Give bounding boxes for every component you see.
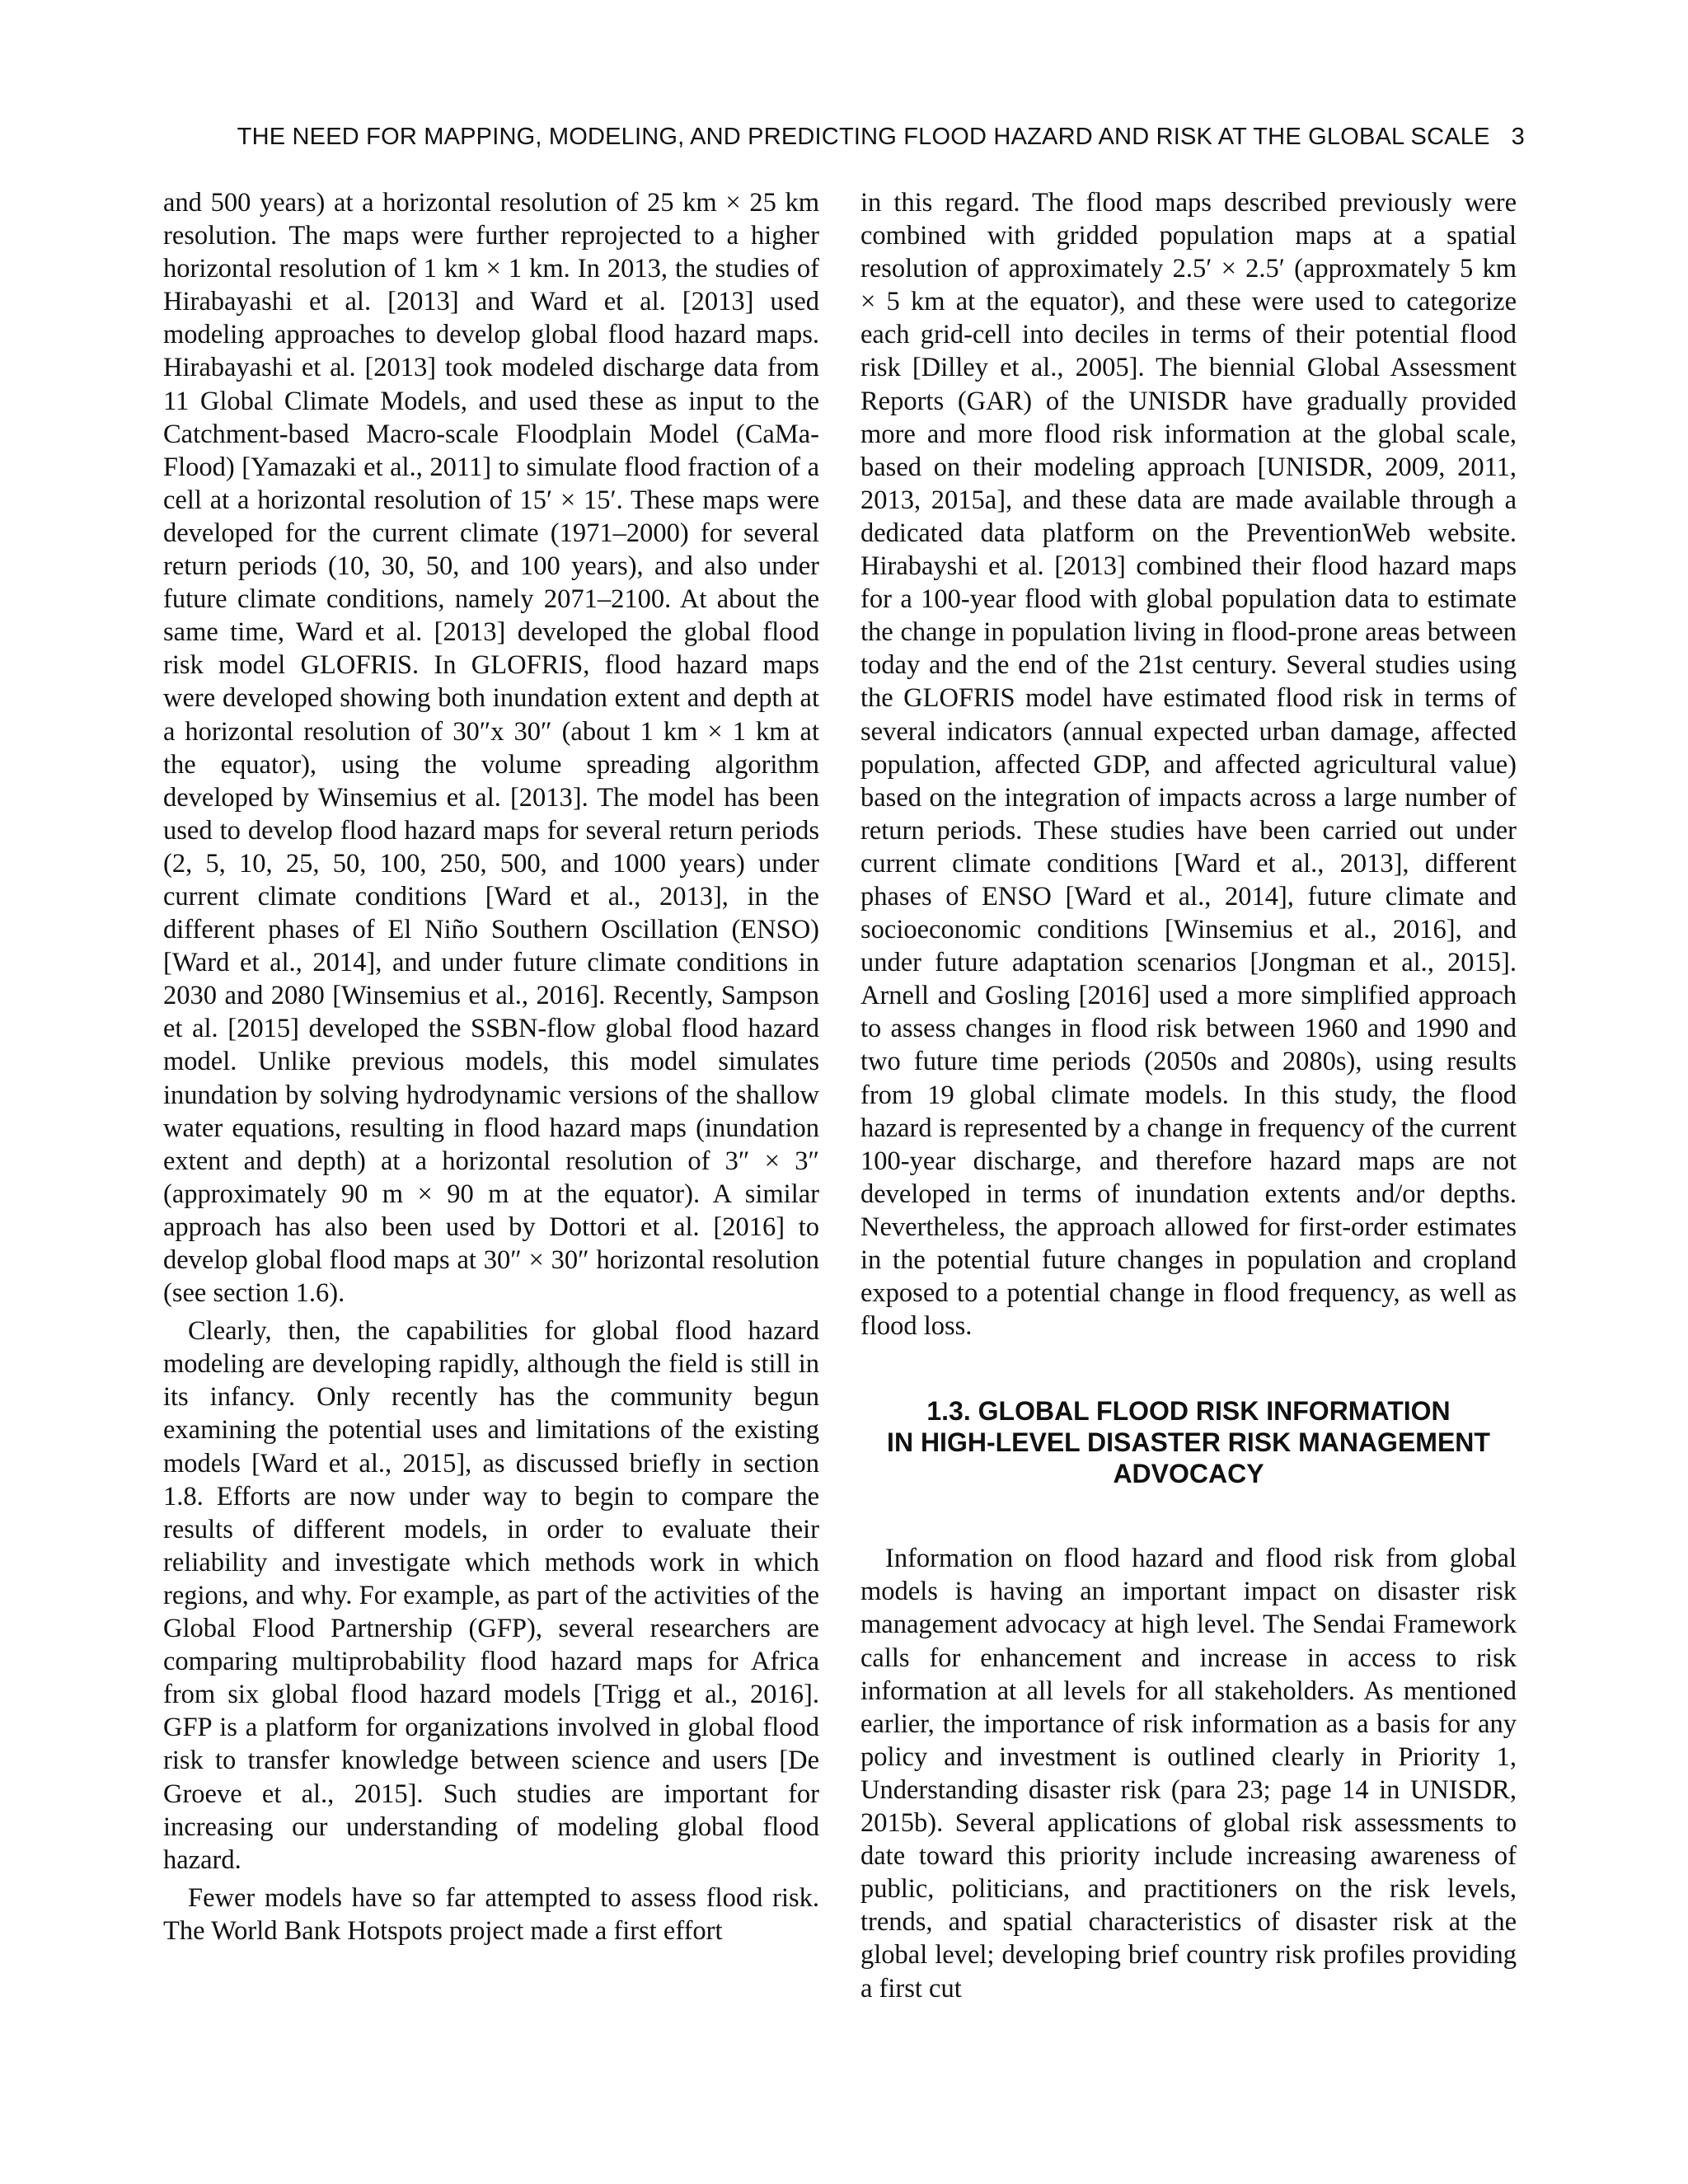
section-heading bbox=[860, 1395, 1517, 1489]
paragraph-risk-advocacy: Information on flood hazard and flood risk from global models is having an important impact on disaster risk management advocacy at high level. The Sendai Framework calls for enhancement and increase in access to risk information at all levels for all stakeholders. As mentioned earlier, the importance of risk information as a basis for any policy and investment is outlined clearly in Priority 1, Understanding disaster risk (para 23; page 14 in UNISDR, 2015b). Several applications of global risk assessments to date toward this priority include increasing awareness of public, politicians, and practitioners on the risk levels, trends, and spatial characteristics of disaster risk at the global level; developing brief country risk profiles providing a first cut bbox=[860, 1544, 1517, 2004]
paragraph-flood-hazard-models: and 500 years) at a horizontal resolution of 25 km × 25 km resolution. The maps were further reprojected to a higher horizontal resolution of 1 km × 1 km. In 2013, the studies of Hirabayashi et al. [2013] and Ward et al. [2013] used modeling approaches to develop global flood hazard maps. Hirabayashi et al. [2013] took modeled discharge data from 11 Global Climate Models, and used these as input to the Catchment-based Macro-scale Floodplain Model (CaMa-Flood) [Yamazaki et al., 2011] to simulate flood fraction of a cell at a horizontal resolution of 15′ × 15′. These maps were developed for the current climate (1971–2000) for several return periods (10, 30, 50, and 100 years), and also under future climate conditions, namely 2071–2100. At about the same time, Ward et al. [2013] developed the global flood risk model GLOFRIS. In GLOFRIS, flood hazard maps were developed showing both inundation extent and depth at a horizontal resolution of 30″x 30″ (about 1 km × 1 km at the equator), using the volume spreading algorithm developed by Winsemius et al. [2013]. The model has been used to develop flood hazard maps for several return periods (2, 5, 10, 25, 50, 100, 250, 500, and 1000 years) under current climate conditions [Ward et al., 2013], in the different phases of El Niño Southern Oscillation (ENSO) [Ward et al., 2014], and under future climate conditions in 2030 and 2080 [Winsemius et al., 2016]. Recently, Sampson et al. [2015] developed the SSBN-flow global flood hazard model. Unlike previous models, this model simulates inundation by solving hydrodynamic versions of the shallow water equations, resulting in flood hazard maps (inundation extent and depth) at a horizontal resolution of 3″ × 3″ (approximately 90 m × 90 m at the equator). A similar approach has also been used by Dottori et al. [2016] to develop global flood maps at 30″ × 30″ horizontal resolution (see section 1.6). bbox=[163, 188, 819, 1309]
section-heading-line-2: IN HIGH-LEVEL DISASTER RISK MANAGEMENT bbox=[887, 1427, 1490, 1458]
page-number: 3 bbox=[1511, 124, 1525, 150]
running-header bbox=[165, 124, 1525, 151]
paragraph-flood-risk-studies: in this regard. The flood maps described previously were combined with gridded population maps at a spatial resolution of approximately 2.5′ × 2.5′ (approxmately 5 km × 5 km at the equator), and these were used to categorize each grid-cell into deciles in terms of their potential flood risk [Dilley et al., 2005]. The biennial Global Assessment Reports (GAR) of the UNISDR have gradually provided more and more flood risk information at the global scale, based on their modeling approach [UNISDR, 2009, 2011, 2013, 2015a], and these data are made available through a dedicated data platform on the PreventionWeb website. Hirabayshi et al. [2013] combined their flood hazard maps for a 100-year flood with global population data to estimate the change in population living in flood-prone areas between today and the end of the 21st century. Several studies using the GLOFRIS model have estimated flood risk in terms of several indicators (annual expected urban damage, affected population, affected GDP, and affected agricultural value) based on the integration of impacts across a large number of return periods. These studies have been carried out under current climate conditions [Ward et al., 2013], different phases of ENSO [Ward et al., 2014], future climate and socioeconomic conditions [Winsemius et al., 2016], and under future adaptation scenarios [Jongman et al., 2015]. Arnell and Gosling [2016] used a more simplified approach to assess changes in flood risk between 1960 and 1990 and two future time periods (2050s and 2080s), using results from 19 global climate models. In this study, the flood hazard is represented by a change in frequency of the current 100-year discharge, and therefore hazard maps are not developed in terms of inundation extents and/or depths. Nevertheless, the approach allowed for first-order estimates in the potential future changes in population and cropland exposed to a potential change in flood frequency, as well as flood loss. bbox=[860, 188, 1517, 1342]
paragraph-model-capabilities: Clearly, then, the capabilities for global flood hazard modeling are developing rapidly, although the field is still in its infancy. Only recently has the community begun examining the potential uses and limitations of the existing models [Ward et al., 2015], as discussed briefly in section 1.8. Efforts are now under way to begin to compare the results of different models, in order to evaluate their reliability and investigate which methods work in which regions, and why. For example, as part of the activities of the Global Flood Partnership (GFP), several researchers are comparing multiprobability flood hazard maps for Africa from six global flood hazard models [Trigg et al., 2016]. GFP is a platform for organizations involved in global flood risk to transfer knowledge between science and users [De Groeve et al., 2015]. Such studies are important for increasing our understanding of modeling global flood hazard. bbox=[163, 1316, 819, 1875]
left-column bbox=[163, 186, 819, 1947]
right-column bbox=[860, 186, 1517, 2005]
section-heading-line-1: 1.3. GLOBAL FLOOD RISK INFORMATION bbox=[926, 1396, 1451, 1427]
paragraph-flood-risk-models: Fewer models have so far attempted to assess flood risk. The World Bank Hotspots project made a first effort bbox=[163, 1882, 819, 1946]
running-title: THE NEED FOR MAPPING, MODELING, AND PREDICTING FLOOD HAZARD AND RISK AT THE GLOBAL SCALE bbox=[237, 124, 1490, 150]
section-heading-line-3: ADVOCACY bbox=[1113, 1459, 1264, 1489]
